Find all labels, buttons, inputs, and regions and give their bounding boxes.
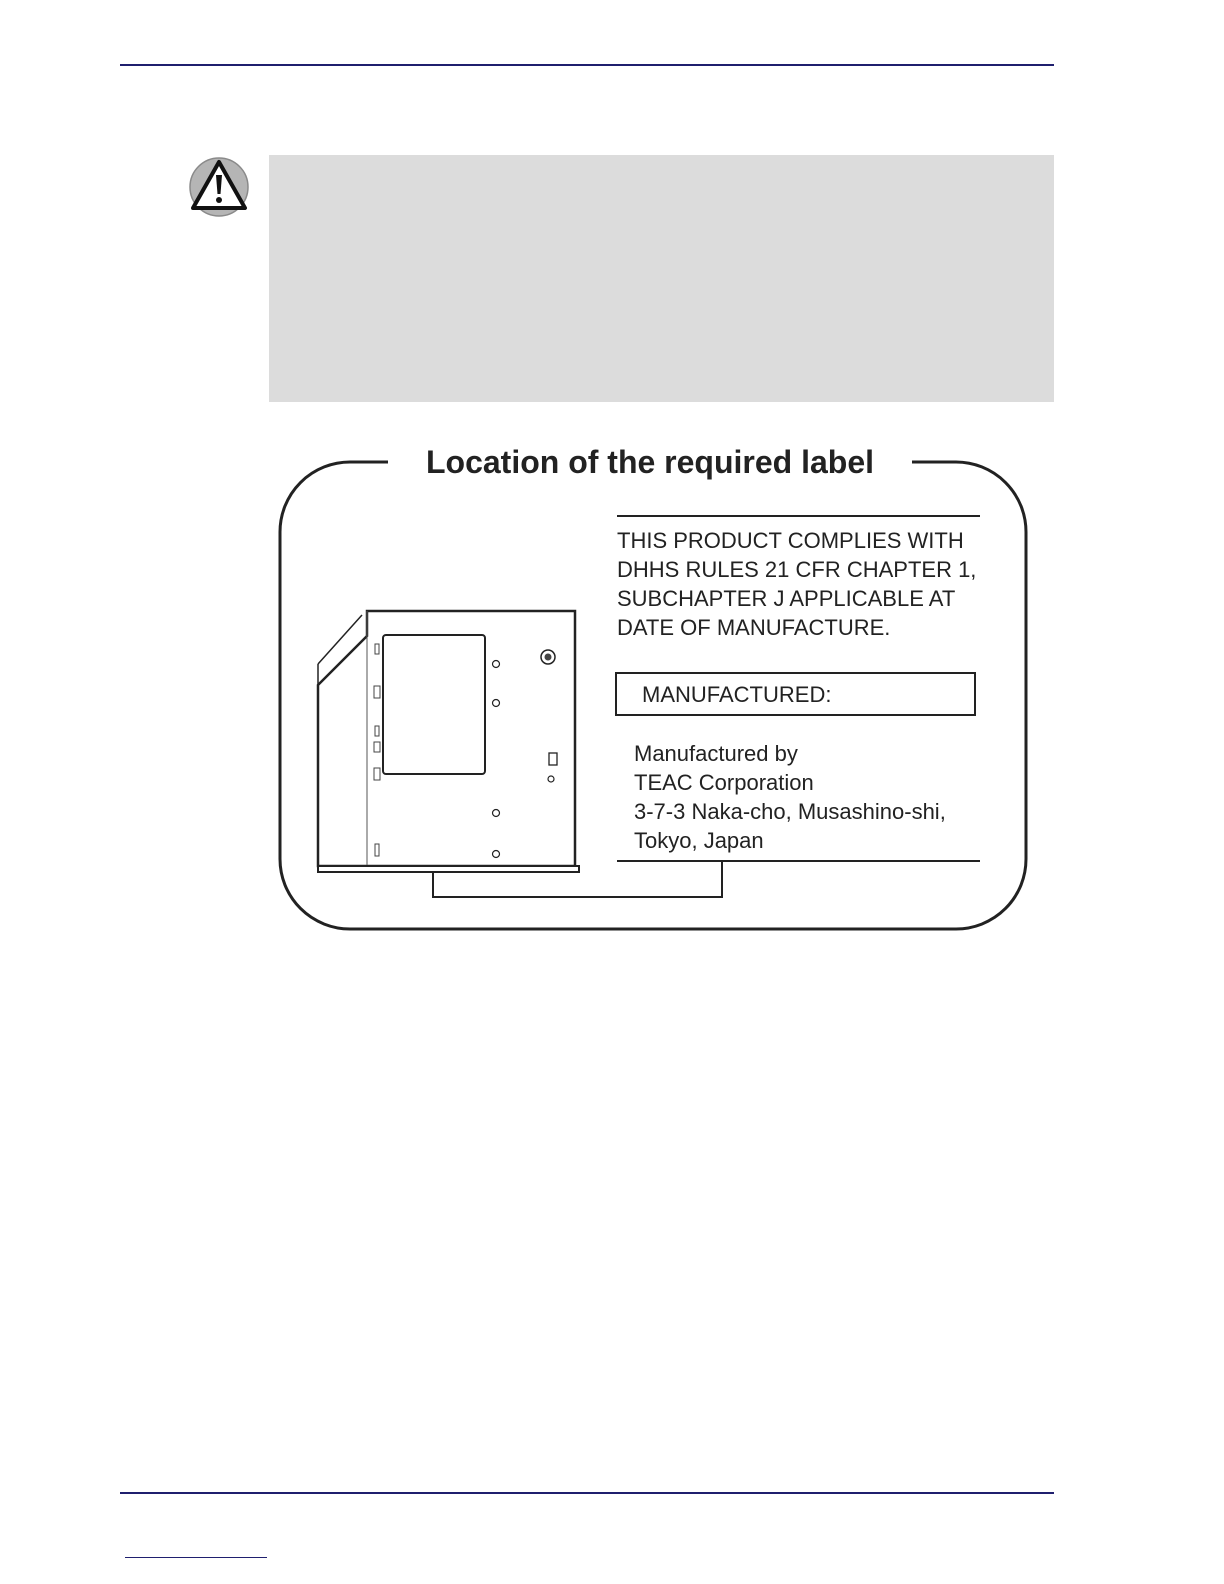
header-rule (120, 64, 1054, 66)
footer-rule (120, 1492, 1054, 1494)
figure-title: Location of the required label (388, 442, 912, 482)
compliance-line: THIS PRODUCT COMPLIES WITH (617, 528, 964, 553)
compliance-line: SUBCHAPTER J APPLICABLE AT (617, 586, 956, 611)
manufacturer-line: TEAC Corporation (634, 770, 814, 795)
manufactured-label: MANUFACTURED: (642, 682, 832, 707)
manufactured-date-field (615, 672, 976, 716)
manufacturer-line: Manufactured by (634, 741, 798, 766)
footer-link-underline (125, 1557, 267, 1558)
manufacturer-line: Tokyo, Japan (634, 828, 764, 853)
warning-triangle-icon (188, 156, 250, 218)
compliance-statement (617, 526, 976, 642)
caution-box (269, 155, 1054, 402)
compliance-line: DATE OF MANUFACTURE. (617, 615, 891, 640)
compliance-line: DHHS RULES 21 CFR CHAPTER 1, (617, 557, 977, 582)
optical-drive-drawing (318, 611, 579, 872)
manufacturer-line: 3-7-3 Naka-cho, Musashino-shi, (634, 799, 946, 824)
manufacturer-address (634, 739, 946, 855)
label-location-figure (270, 430, 1040, 940)
